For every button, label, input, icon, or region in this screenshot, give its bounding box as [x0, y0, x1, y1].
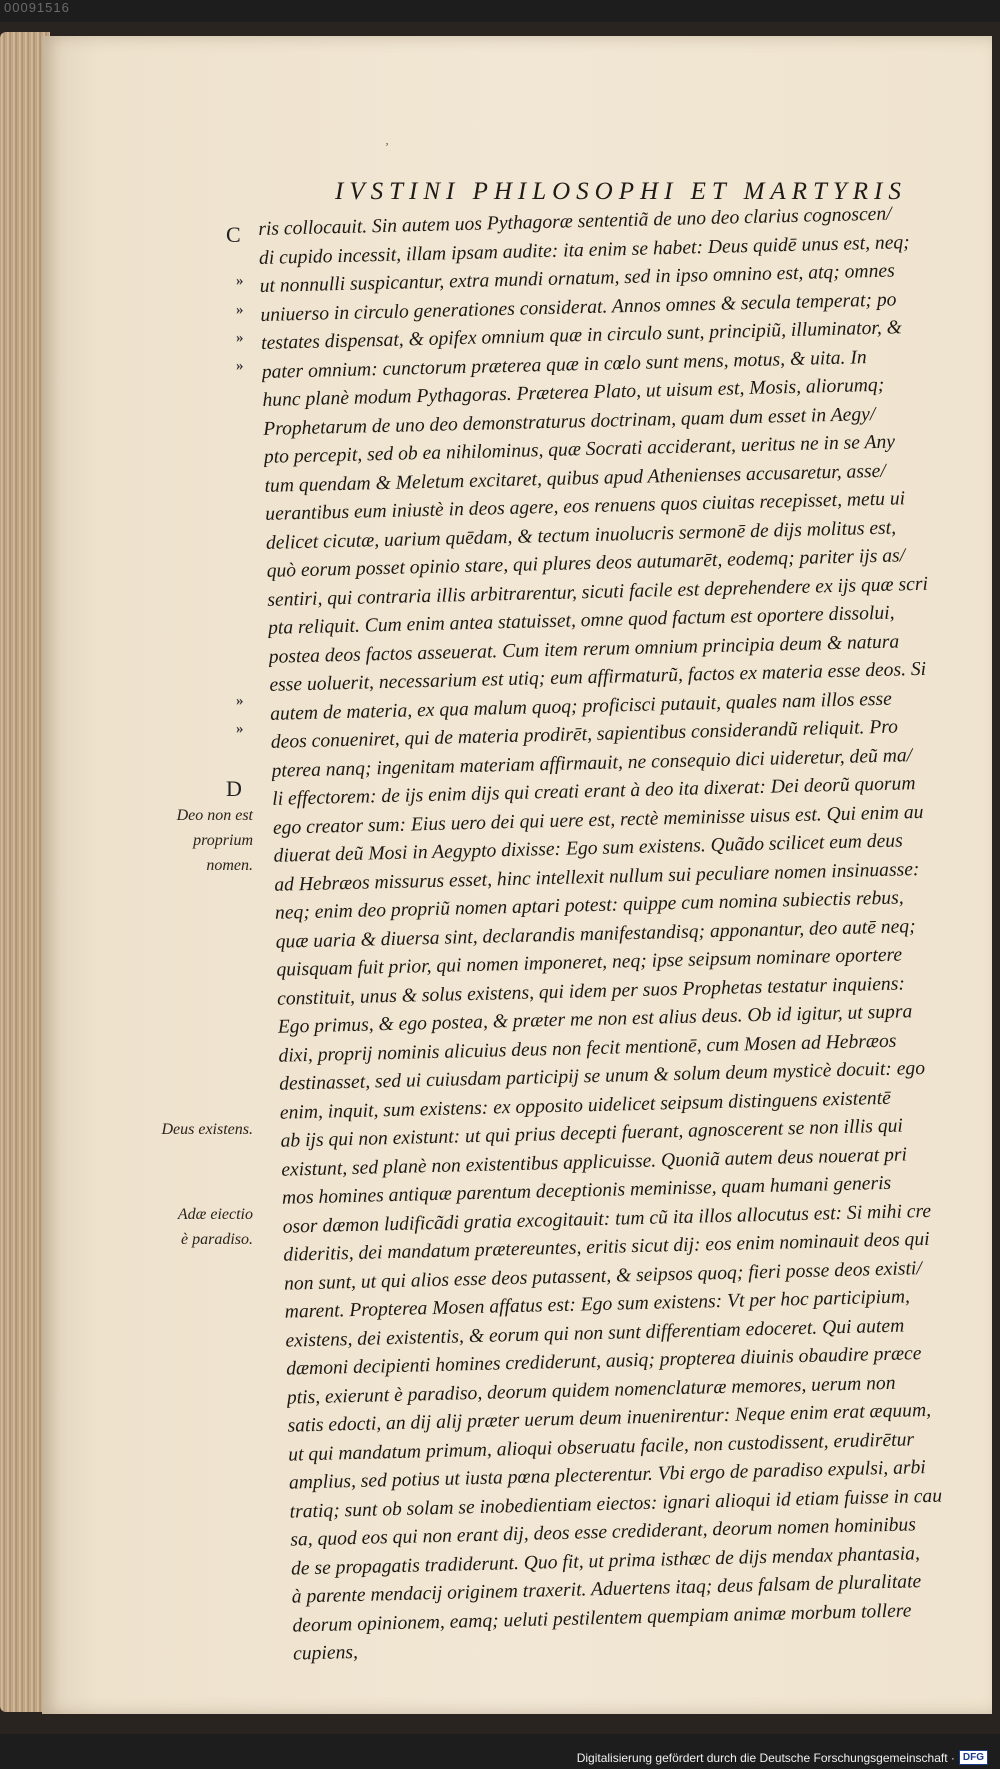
margin-note-line: proprium — [193, 832, 253, 849]
text-line: pterea nanq; ingenitam materiam affirmauit, ne consequio dici uideretur, deũ ma/ — [271, 744, 913, 782]
text-line: postea deos factos asseuerat. Cum item rerum omnium principia deum & natura — [268, 630, 900, 668]
text-line: Ego primus, & ego postea, & præter me non est alius deus. Ob id igitur, ut supra — [277, 1001, 913, 1038]
text-line: li effectorem: de ijs enim dijs qui creati erant à deo ita dixerat: Dei deorũ quorum — [271, 773, 916, 810]
section-letter-c: C — [226, 222, 241, 247]
text-line: di cupido incessit, illam ipsam audite: ita enim se habet: Deus quidē unus est, neq; — [258, 231, 910, 269]
text-line: sa, quod eos qui non erant dij, deos esse crediderant, deorum nomen hominibus — [290, 1514, 917, 1551]
text-line: existens, dei existentis, & eorum qui non sunt differentiam edoceret. Qui autem — [285, 1315, 905, 1352]
section-letter-d: D — [226, 776, 242, 801]
quote-marker: » — [236, 330, 244, 346]
text-line: ut nonnulli suspicantur, extra mundi ornatum, sed in ipso omnino est, atq; omnes — [259, 260, 895, 297]
scan-id: 00091516 — [4, 0, 70, 15]
quote-marker: » — [236, 273, 244, 289]
text-line: tum quendam & Meletum excitaret, quibus apud Athenienses accusaretur, asse/ — [264, 460, 886, 497]
text-line: quò eorum posset opinio stare, qui plures deos autumarēt, eodemq; pariter ijs as/ — [266, 545, 906, 582]
margin-note-line: nomen. — [206, 857, 253, 874]
text-line: ptis, exierunt è paradiso, deorum quidem nomenclaturæ memores, uerum non — [286, 1372, 896, 1409]
text-line: ut qui mandatum primum, alioqui obseruatu facile, non custodissent, erudirētur — [288, 1428, 915, 1466]
text-line: pta reliquit. Cum enim antea statuisset, omne quod factum est oportere dissolui, — [267, 602, 895, 639]
text-line: ab ijs qui non existunt: ut qui prius decepti fuerant, agnoscerent se non illis qui — [280, 1115, 904, 1152]
text-line: neq; enim deo propriũ nomen aptari potest: quippe cum nomina subiectis rebus, — [274, 887, 904, 924]
text-line: constituit, unus & solus existens, qui idem per suos Prophetas testatur inquiens: — [276, 972, 906, 1010]
text-line: delicet cicutæ, uarium quēdam, & tectum inuolucris sermonē de dijs molitus est, — [265, 517, 897, 554]
body-text — [258, 199, 993, 1669]
text-line: ego creator sum: Eius uero dei qui uere est, rectè meminisse uisus est. Qui enim au — [272, 801, 924, 839]
digitization-footer — [577, 1750, 988, 1765]
margin-note — [133, 1202, 253, 1252]
text-line: de se propagatis tradiderunt. Quo fit, ut prima isthæc de dijs mendax phantasia, — [290, 1542, 921, 1580]
text-line: uniuerso in circulo generationes considerat. Annos omnes & secula temperat; po — [260, 288, 897, 326]
text-line: existunt, sed planè non existentibus applicuisse. Quoniã autem deus nouerat pri — [281, 1143, 908, 1181]
text-line: tratiq; sunt ob solam se inobedientiam eiectos: ignari alioqui id etiam fuisse in cau — [289, 1485, 943, 1523]
text-line: enim, inquit, sum existens: ex opposito uidelicet seipsum distinguens existentē — [279, 1087, 892, 1124]
text-line: destinasset, sed ui cuiusdam participij se unum & solum deum mysticè docuit: ego — [278, 1057, 926, 1095]
text-line: hunc planè modum Pythagoras. Præterea Plato, ut uisum est, Mosis, aliorumq; — [262, 374, 885, 411]
running-head: IVSTINI PHILOSOPHI ET MARTYRIS — [335, 178, 907, 205]
text-line: sentiri, qui contraria illis arbitrarentur, sicuti facile est deprehendere ex ijs quæ scri — [267, 573, 929, 611]
text-line: dæmoni decipienti homines crediderunt, ausiq; propterea diuinis obaudire præce — [285, 1343, 922, 1380]
quote-marker: » — [236, 721, 244, 737]
text-line: diuerat deũ Mosi in Aegypto dixisse: Ego sum existens. Quãdo scilicet eum deus — [273, 830, 903, 867]
text-line: pto percepit, sed ob ea nihilominus, quæ Socrati acciderant, ueritus ne in se Any — [263, 431, 896, 468]
quote-marker: » — [236, 693, 244, 709]
text-line: esse uoluerit, necessarium est utiq; eum affirmaturũ, factos ex materia esse deos. Si — [269, 658, 927, 696]
dfg-logo: DFG — [959, 1750, 988, 1765]
text-line: Prophetarum de uno deo demonstraturus doctrinam, quam dum esset in Aegy/ — [262, 403, 876, 440]
text-line: mos homines antiquæ parentum deceptionis meminisse, quam humani generis — [281, 1172, 892, 1209]
page-tick-mark: ʼ — [385, 140, 389, 154]
text-line: deos conueniret, qui de materia prodirēt, sapientibus considerandũ reliquit. Pro — [270, 716, 899, 753]
footer-text: Digitalisierung gefördert durch die Deutsche Forschungsgemeinschaft · — [576, 1750, 955, 1765]
margin-note-line: Deo non est — [176, 807, 253, 824]
text-line: cupiens, — [292, 1641, 359, 1665]
quote-marker: » — [236, 302, 244, 318]
margin-note-line: Deus existens. — [161, 1121, 253, 1138]
text-line: dixi, proprij nominis alicuius deus non fecit mentionē, cum Mosen ad Hebræos — [278, 1030, 897, 1067]
text-line: satis edocti, an dij alij præter uerum deum inuenirentur: Neque enim erat æquum, — [287, 1399, 932, 1437]
text-line: osor dæmon ludificãdi gratia excogitauit: tum cũ ita illos allocutus est: Si mihi cre — [282, 1200, 932, 1238]
margin-note — [133, 803, 253, 878]
text-line: testates dispensat, & opifex omnium quæ in circulo sunt, principiũ, illuminator, & — [260, 317, 903, 354]
text-line: amplius, sed potius ut iusta pœna plecterentur. Vbi ergo de paradiso expulsi, arbi — [288, 1457, 926, 1494]
margin-note-line: Adæ eiectio — [177, 1206, 253, 1223]
text-line: dideritis, dei mandatum prætereuntes, eritis sicut dij: eos enim nominauit deos qui — [283, 1228, 930, 1266]
text-line: marent. Propterea Mosen affatus est: Ego sum existens: Vt per hoc participium, — [284, 1286, 911, 1323]
margin-note-line: è paradiso. — [181, 1231, 253, 1248]
text-line: uerantibus eum iniustè in deos agere, eos renuens quos ciuitas recepisset, metu ui — [265, 488, 906, 525]
quote-marker: » — [236, 358, 244, 374]
text-line: quisquam fuit prior, qui nomen imponeret, neq; ipse seipsum nominare oportere — [276, 944, 903, 981]
margin-note — [133, 1117, 253, 1142]
text-line: quæ uaria & diuersa sint, declarandis manifestandisq; apponantur, deo autē neq; — [275, 915, 916, 953]
text-line: non sunt, ut qui alios esse deos putassent, & seipsos quoq; fieri posse deos existi/ — [283, 1257, 923, 1295]
text-line: pater omnium: cunctorum præterea quæ in cœlo sunt mens, motus, & uita. In — [261, 346, 867, 383]
text-line: ad Hebræos missurus esset, hinc intellexit nullum sui peculiare nomen insinuasse: — [274, 858, 920, 896]
text-line: deorum opinionem, eamq; ueluti pestilentem quempiam animæ morbum tollere — [292, 1599, 912, 1637]
text-line: ris collocauit. Sin autem uos Pythagoræ sententiã de uno deo clarius cognoscen/ — [258, 203, 892, 240]
text-line: autem de materia, ex qua malum quoq; proficisci putauit, quales nam illos esse — [269, 688, 893, 725]
text-line: à parente mendacij originem traxerit. Aduertens itaq; deus falsam de pluralitate — [291, 1571, 922, 1608]
